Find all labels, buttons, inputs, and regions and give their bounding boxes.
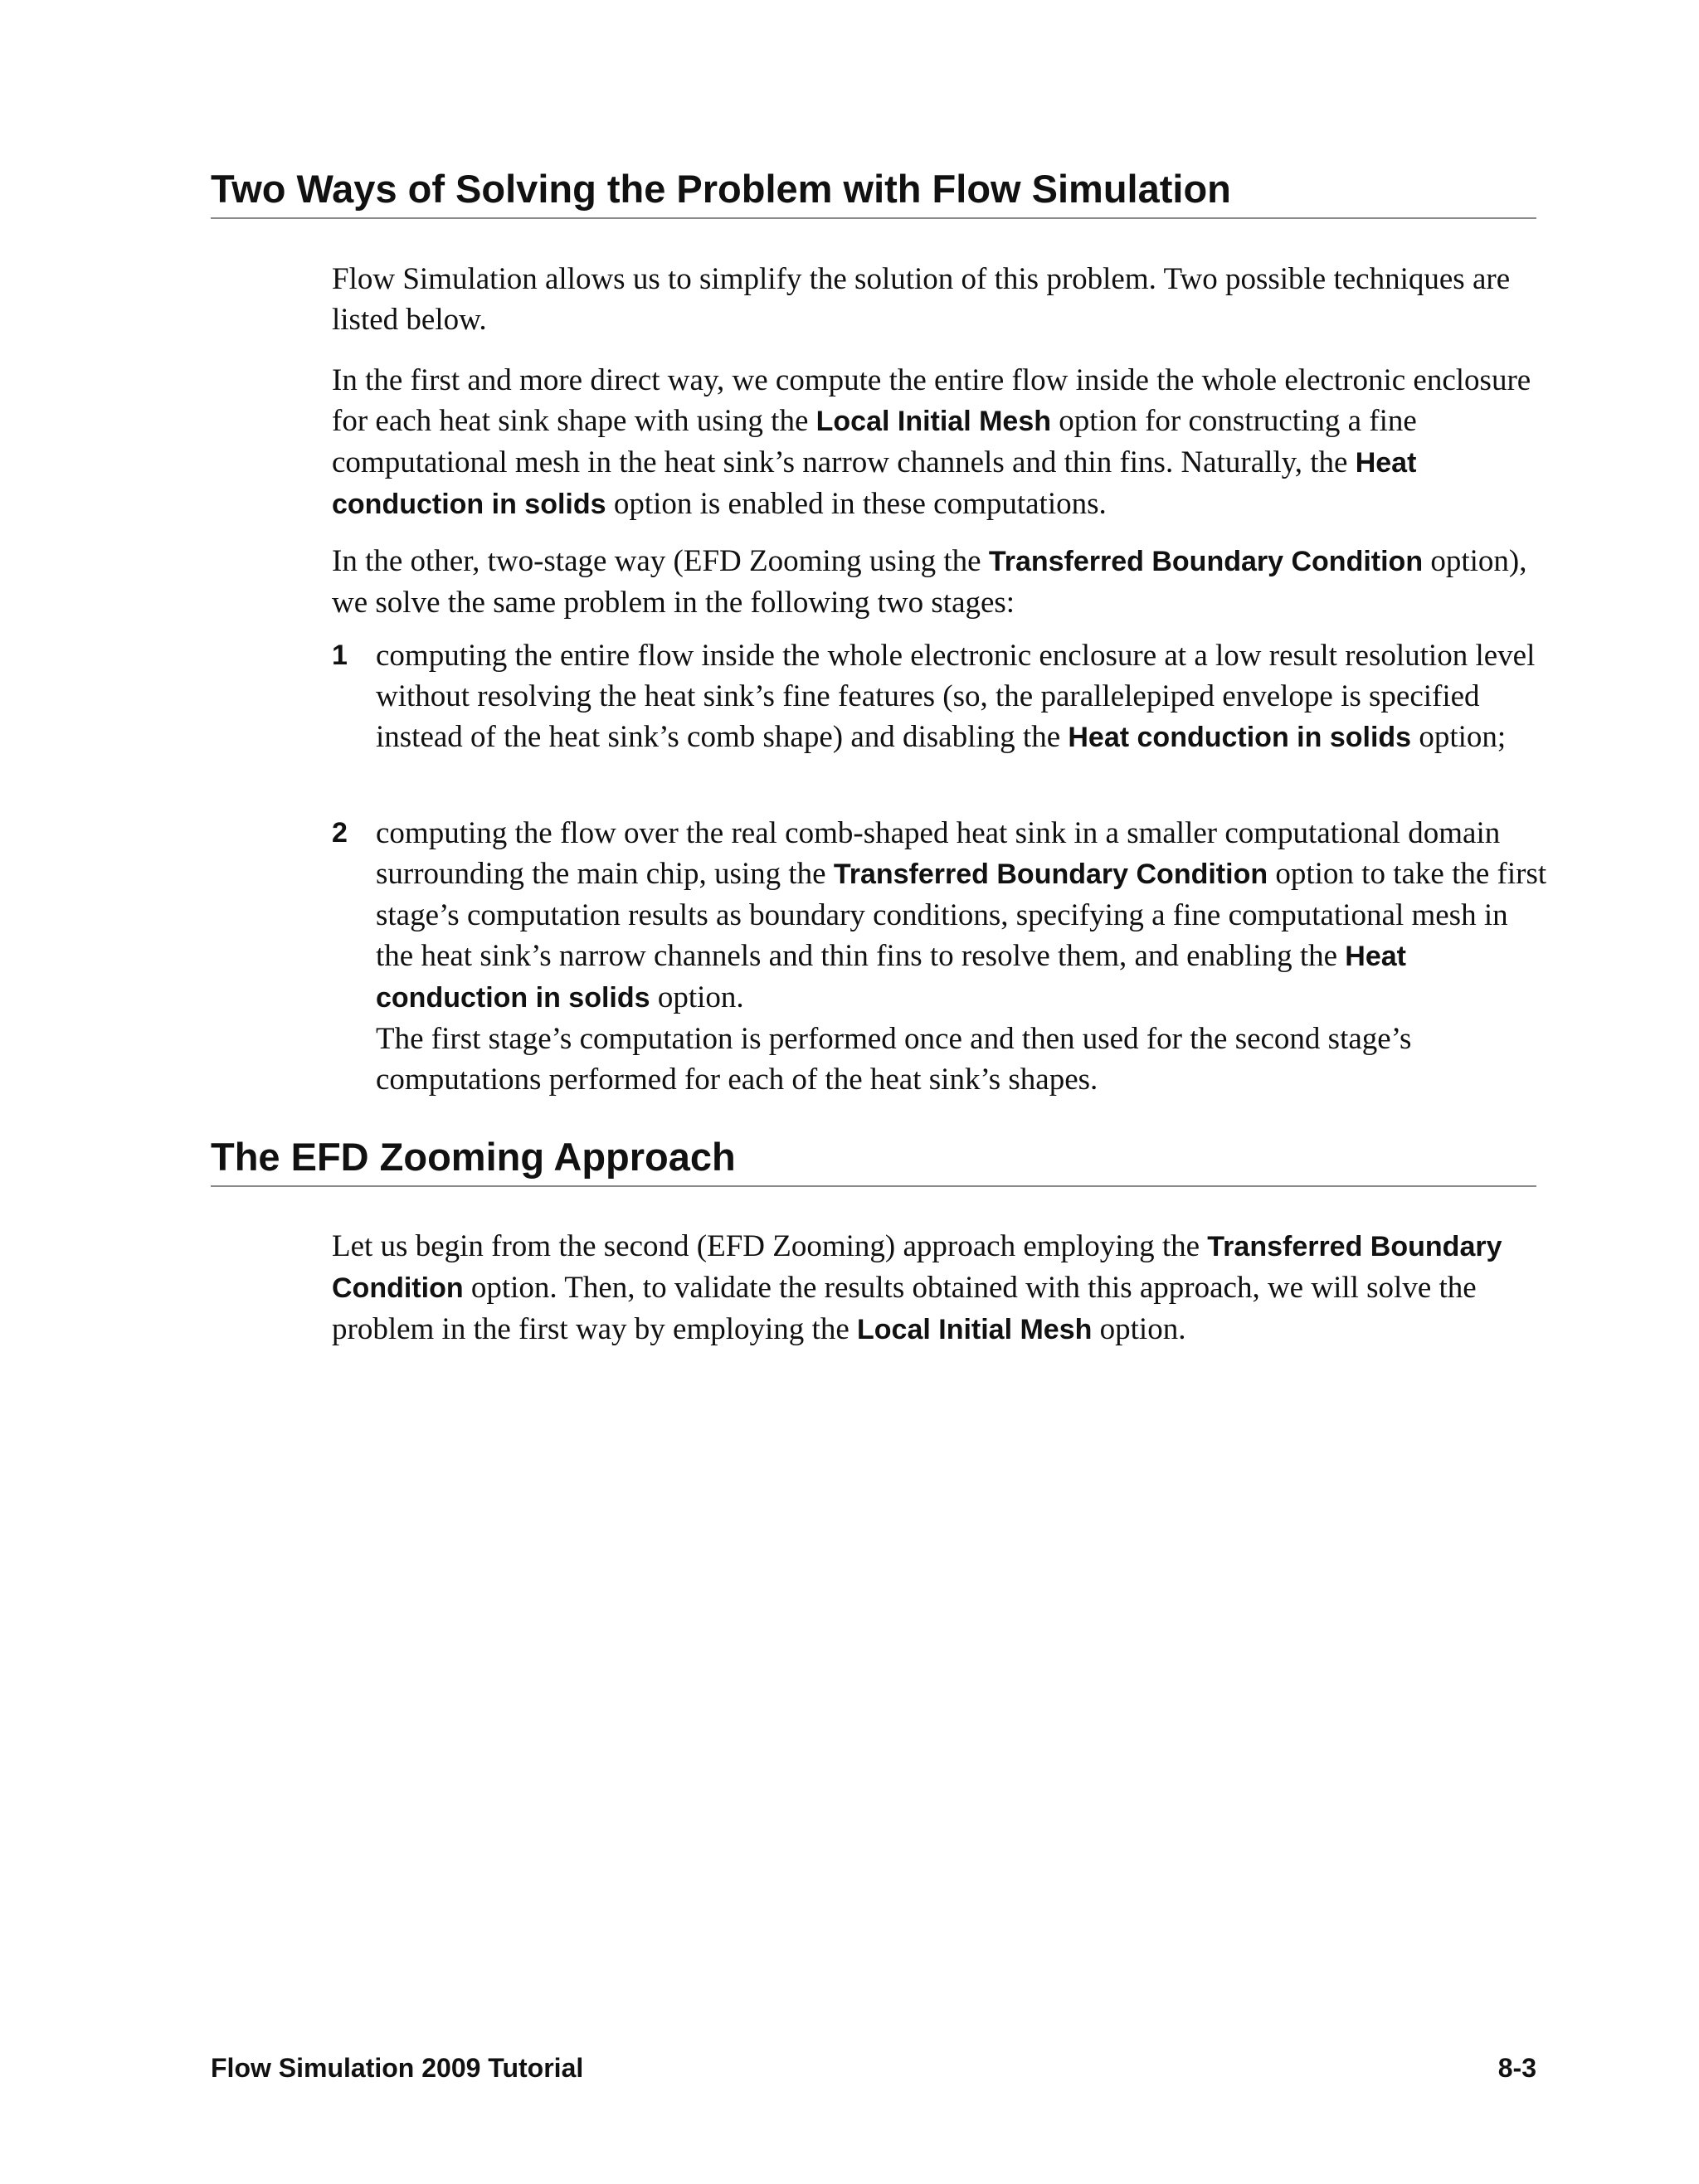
text-run: option. [650,980,744,1014]
footer-title: Flow Simulation 2009 Tutorial [211,2053,584,2083]
text-run: computing the flow over the real comb-shaped heat sink in a smaller computational domain surrounding the main chip, using the [376,816,1501,891]
two-stage-paragraph [332,541,1543,623]
text-run: In the other, two-stage way (EFD Zooming using the [332,544,989,578]
text-run: option to take the first stage’s computation results as boundary conditions, specifying a fine computational mesh in the heat sink’s narrow channels and thin fins to resolve them, and enabling the [376,857,1547,973]
page-number: 8-3 [1497,2053,1536,2083]
option-transferred-boundary-condition: Transferred Boundary Condition [988,546,1424,577]
option-heat-conduction: Heat conduction in solids [1068,722,1412,753]
option-heat-conduction: Heat conduction in solids [332,447,1417,520]
list-item-text [376,635,1551,758]
list-number: 1 [332,640,348,671]
list-item-text [376,813,1551,1019]
option-transferred-boundary-condition: Transferred Boundary Condition [833,859,1268,890]
option-local-initial-mesh: Local Initial Mesh [857,1314,1093,1345]
text-run: computing the entire flow inside the whole electronic enclosure at a low result resolution level without resolving the heat sink’s fine features (so, the parallelepiped envelope is specified instead of the heat sink’s comb shape) and disabling the [376,639,1536,754]
section-heading-efd-zooming: The EFD Zooming Approach [211,1132,1536,1187]
list-item-note: The first stage’s computation is performed once and then used for the second stage’s computations performed for each of the heat sink’s shapes. [376,1022,1412,1097]
text-run: Let us begin from the second (EFD Zooming) approach employing the [332,1229,1208,1263]
list-item-stage-2 [332,813,1551,1100]
text-run: In the first and more direct way, we compute the entire flow inside the whole electronic enclosure for each heat sink shape with using the [332,363,1531,438]
section-heading-two-ways: Two Ways of Solving the Problem with Flow Simulation [211,164,1536,219]
option-transferred-boundary-condition: Transferred Boundary Condition [332,1231,1502,1304]
text-run: option), we solve the same problem in the following two stages: [332,544,1527,620]
option-heat-conduction: Heat conduction in solids [376,941,1406,1014]
list-item-stage-1 [332,635,1551,758]
list-number: 2 [332,817,348,849]
intro-paragraph: Flow Simulation allows us to simplify the solution of this problem. Two possible techniques are listed below. [332,262,1511,337]
text-run: option for constructing a fine computational mesh in the heat sink’s narrow channels and thin fins. Naturally, the [332,404,1417,479]
direct-way-paragraph [332,360,1543,525]
text-run: option is enabled in these computations. [606,487,1107,521]
efd-zooming-paragraph [332,1226,1543,1350]
text-run: option; [1411,720,1507,754]
text-run: option. Then, to validate the results obtained with this approach, we will solve the problem in the first way by employing the [332,1271,1477,1346]
text-run: option. [1092,1312,1186,1346]
option-local-initial-mesh: Local Initial Mesh [815,406,1052,437]
